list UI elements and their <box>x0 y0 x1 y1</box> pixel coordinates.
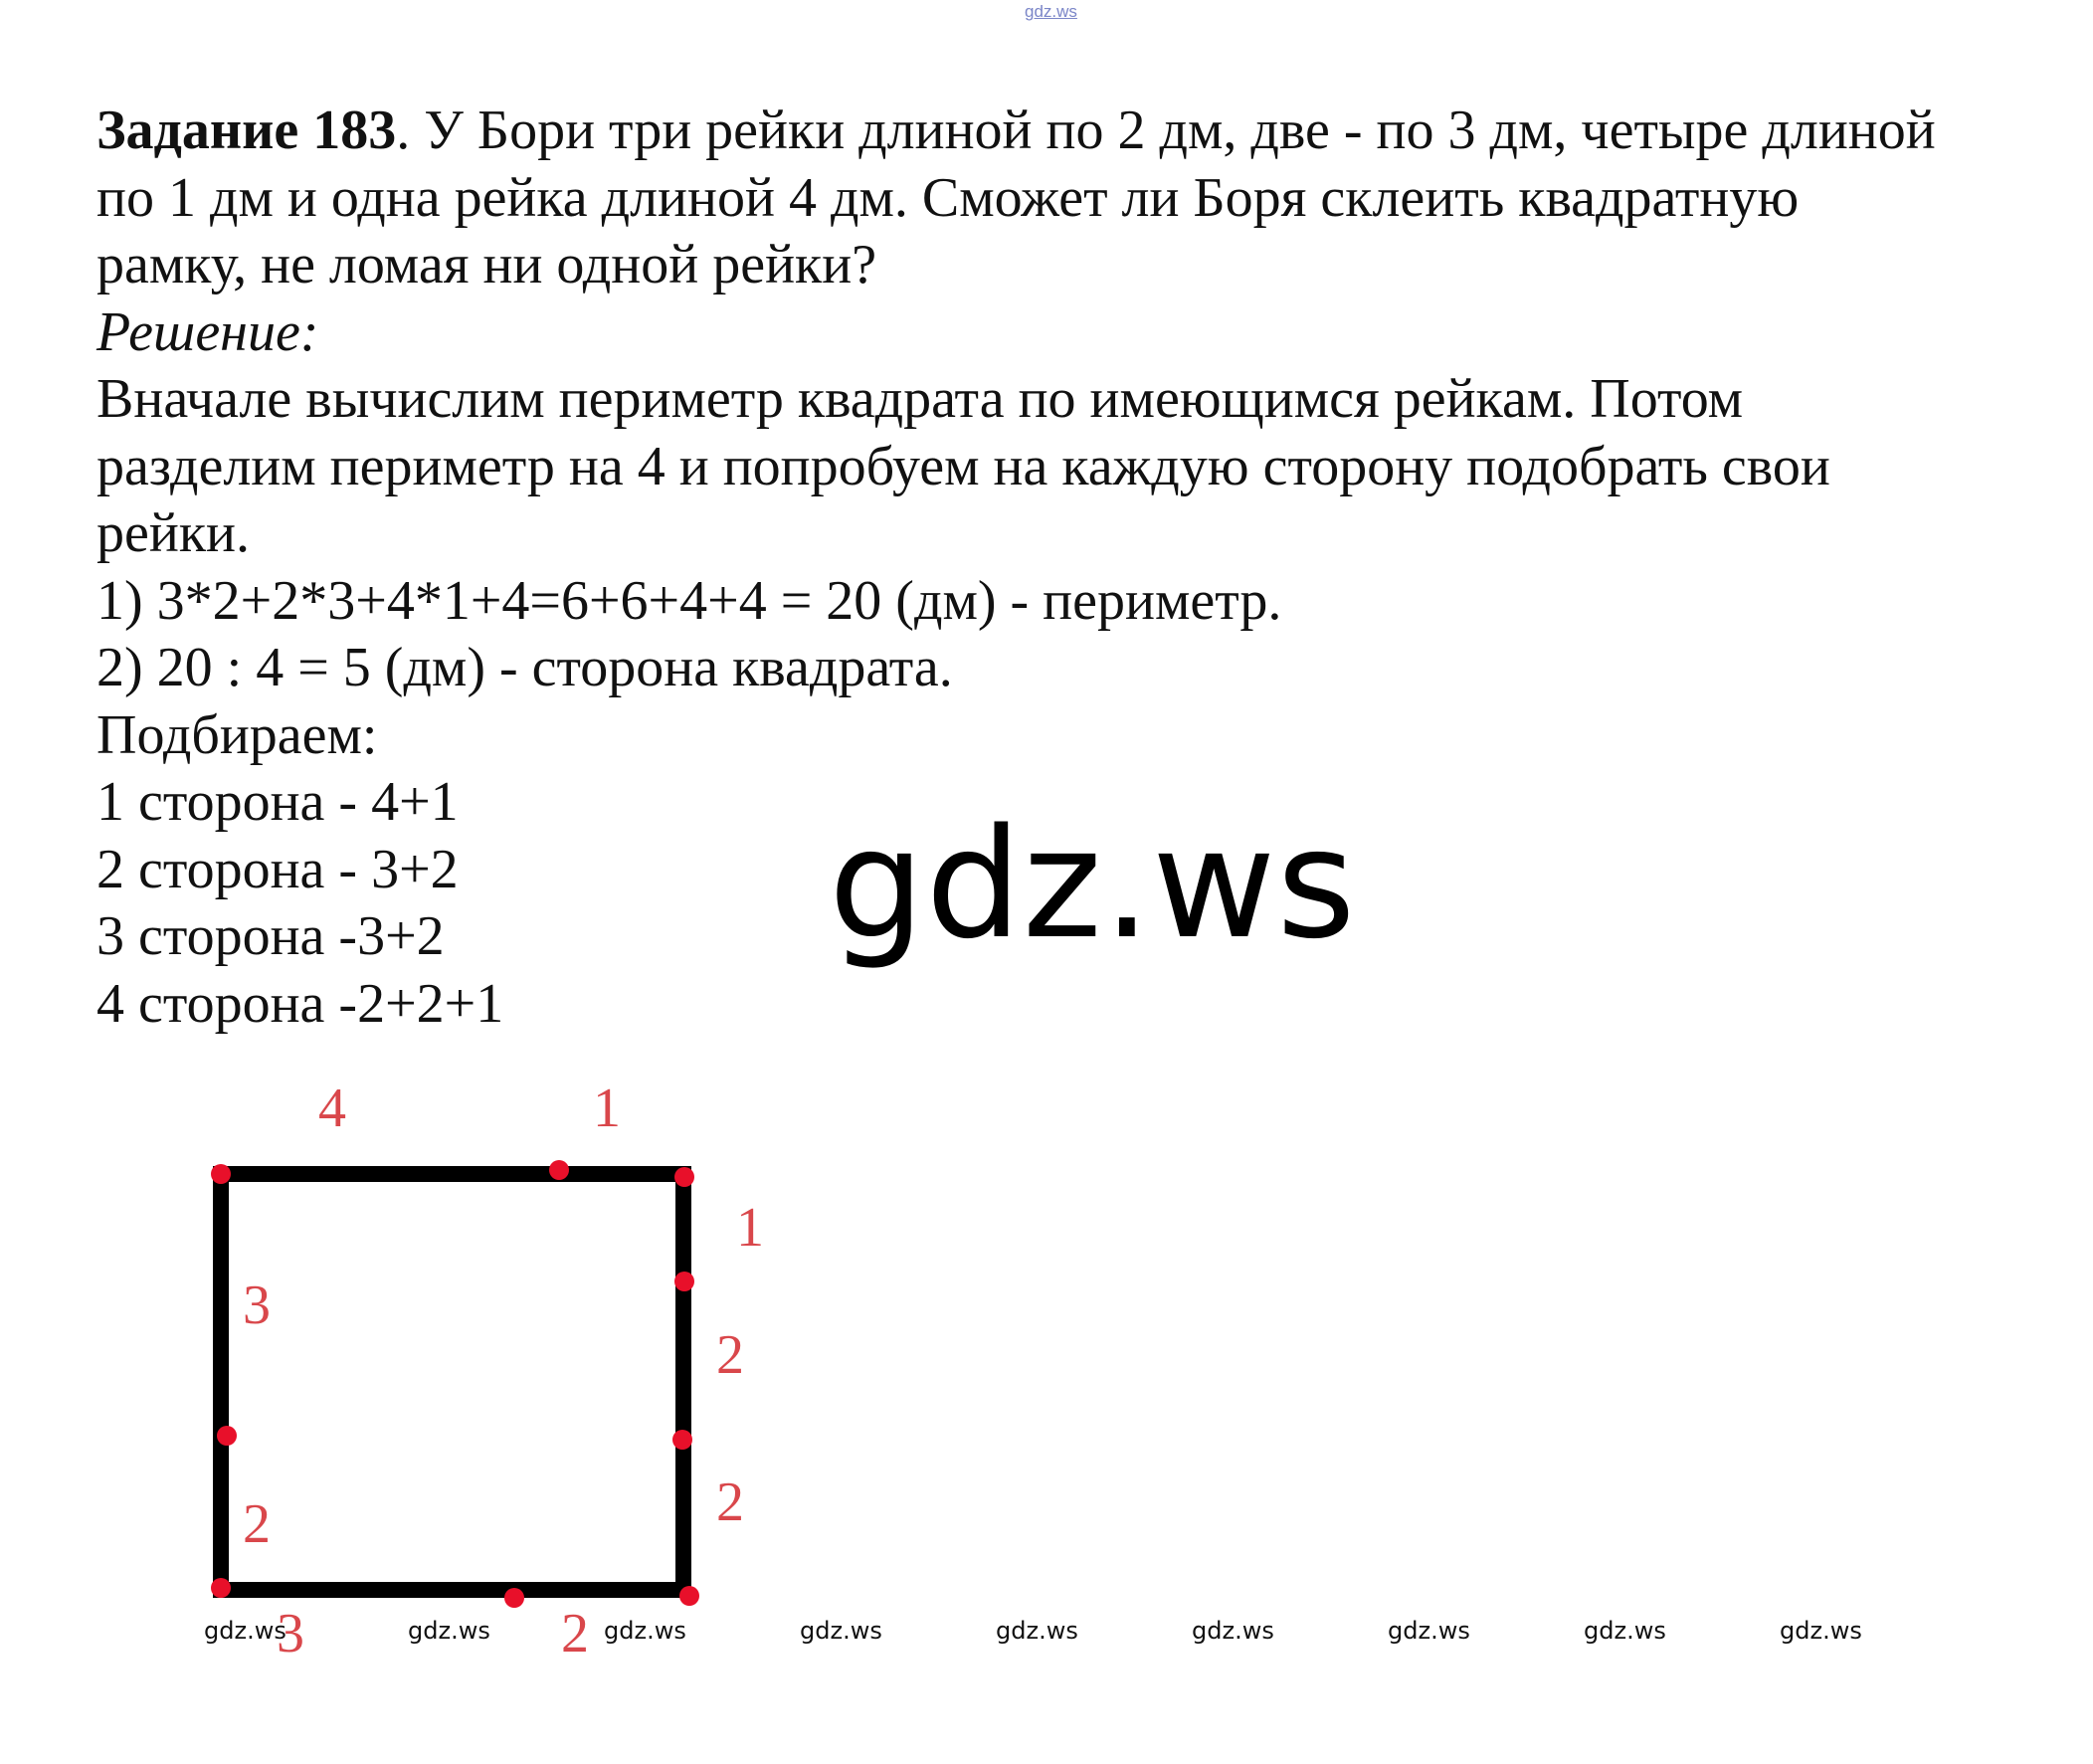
top-watermark: gdz.ws <box>1025 2 1077 21</box>
bottom-watermark: gdz.ws <box>996 1617 1078 1645</box>
bottom-watermark: gdz.ws <box>1780 1617 1862 1645</box>
solution-line: Вначале вычислим периметр квадрата по имеющимся рейкам. Потом <box>96 368 1744 430</box>
joint-point <box>672 1430 692 1450</box>
bottom-watermark: gdz.ws <box>204 1617 286 1645</box>
center-watermark: gdz.ws <box>829 796 1357 972</box>
bottom-watermark: gdz.ws <box>800 1617 882 1645</box>
task-statement-start: . У Бори три рейки длиной по 2 дм, две - по 3 дм, четыре длиной <box>396 99 1936 161</box>
joint-point <box>211 1578 231 1598</box>
square-frame <box>221 1174 683 1590</box>
bottom-segment-label: 2 <box>561 1603 589 1665</box>
joint-point <box>674 1167 694 1187</box>
task-line-2: по 1 дм и одна рейка длиной 4 дм. Сможет ли Боря склеить квадратную <box>96 166 1800 229</box>
top-segment-label: 4 <box>318 1078 346 1139</box>
bottom-watermark: gdz.ws <box>1192 1617 1274 1645</box>
bottom-watermark: gdz.ws <box>1388 1617 1470 1645</box>
joint-point <box>504 1588 524 1608</box>
left-segment-label: 3 <box>243 1274 271 1336</box>
joint-points <box>211 1160 699 1608</box>
joint-point <box>549 1160 569 1180</box>
left-segment-label: 2 <box>243 1493 271 1555</box>
side-2-line: 2 сторона - 3+2 <box>96 838 459 900</box>
joint-point <box>674 1272 694 1291</box>
side-3-line: 3 сторона -3+2 <box>96 905 445 967</box>
side-4-line: 4 сторона -2+2+1 <box>96 972 504 1035</box>
solution-line: рейки. <box>96 502 250 564</box>
side-calculation: 2) 20 : 4 = 5 (дм) - сторона квадрата. <box>96 637 953 698</box>
perimeter-calculation: 1) 3*2+2*3+4*1+4=6+6+4+4 = 20 (дм) - периметр. <box>96 569 1282 632</box>
bottom-watermark: gdz.ws <box>1584 1617 1666 1645</box>
joint-point <box>679 1586 699 1606</box>
task-line-3: рамку, не ломая ни одной рейки? <box>96 234 877 295</box>
side-1-line: 1 сторона - 4+1 <box>96 771 459 833</box>
right-segment-label: 2 <box>716 1471 744 1533</box>
bottom-segment-label: 3 <box>277 1603 304 1665</box>
solution-label: Решение: <box>96 300 319 363</box>
right-segment-label: 2 <box>716 1324 744 1386</box>
joint-point <box>217 1426 237 1446</box>
bottom-watermark: gdz.ws <box>604 1617 686 1645</box>
task-label: Задание 183 <box>96 99 397 161</box>
top-segment-label: 1 <box>593 1078 621 1139</box>
selection-heading: Подбираем: <box>96 703 378 766</box>
joint-point <box>211 1164 231 1184</box>
right-segment-label: 1 <box>736 1197 764 1259</box>
solution-line: разделим периметр на 4 и попробуем на каждую сторону подобрать свои <box>96 435 1830 497</box>
bottom-watermark: gdz.ws <box>408 1617 490 1645</box>
